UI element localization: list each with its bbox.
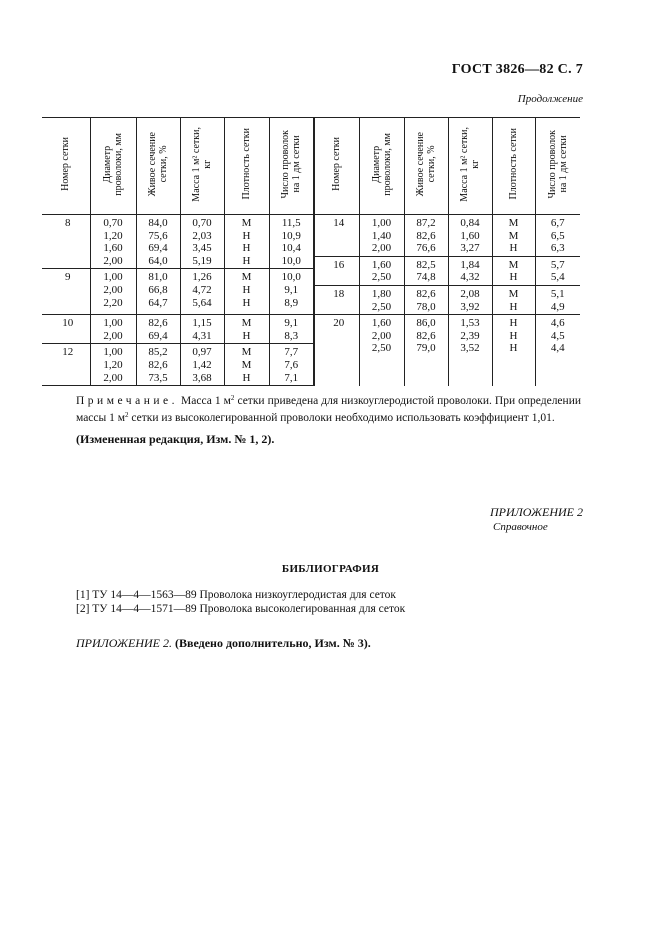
mesh-number-cell: 14 [314, 215, 359, 257]
value-line: 4,6 [550, 317, 565, 330]
value-cell [180, 269, 224, 315]
value-line: 7,1 [284, 371, 299, 384]
value-line: Н [242, 329, 251, 342]
column-header-label: Живое сечение сетки, % [147, 132, 169, 197]
value-line: 1,40 [371, 229, 392, 242]
value-cell [136, 344, 180, 386]
value-cell [180, 344, 224, 386]
value-cell [492, 215, 535, 257]
value-line: 73,5 [148, 371, 168, 384]
column-header [90, 118, 136, 215]
value-line: 1,60 [371, 258, 392, 271]
value-cell [404, 215, 448, 257]
value-line: 79,0 [416, 342, 436, 355]
value-line: М [241, 217, 252, 229]
value-cell [359, 285, 404, 314]
value-line: Н [509, 317, 518, 330]
value-line: 78,0 [416, 300, 436, 313]
value-cell [448, 315, 492, 386]
column-header [136, 118, 180, 215]
column-header-label: Номер сетки [331, 137, 343, 192]
value-line: 1,42 [192, 358, 212, 371]
page-header: ГОСТ 3826—82 С. 7 [451, 62, 583, 77]
continuation-label: Продолжение [517, 93, 583, 105]
value-cell [492, 256, 535, 285]
value-line: 66,8 [148, 283, 168, 296]
value-cell [90, 315, 136, 344]
value-line: 0,70 [192, 217, 212, 229]
value-line: Н [242, 296, 251, 309]
value-cell [224, 215, 269, 269]
value-line: 84,0 [148, 217, 168, 229]
value-line: Н [509, 300, 518, 313]
value-line: 82,5 [416, 258, 436, 271]
value-cell [492, 315, 535, 386]
value-cell [448, 215, 492, 257]
value-line: 7,6 [284, 358, 299, 371]
value-cell [535, 315, 580, 386]
note-label: Примечание. [76, 395, 178, 407]
value-line: 82,6 [416, 287, 436, 300]
value-cell [404, 315, 448, 386]
value-line: 2,00 [371, 242, 392, 255]
value-line: 2,00 [103, 283, 123, 296]
column-header [535, 118, 580, 215]
value-line: 4,4 [550, 342, 565, 355]
value-line: 6,5 [550, 229, 565, 242]
value-cell [359, 215, 404, 257]
value-line: 1,60 [103, 242, 123, 255]
note-text-c: сетки из высоколегированной проволоки необходимо использовать коэффициент 1,01. [128, 412, 555, 424]
value-line: 2,00 [103, 371, 123, 384]
value-line: 86,0 [416, 317, 436, 330]
value-line: 4,9 [550, 300, 565, 313]
column-header-label: Живое сечение сетки, % [415, 132, 437, 197]
amendment-appendix [76, 636, 371, 651]
value-line: 1,84 [460, 258, 480, 271]
value-line: 5,64 [192, 296, 212, 309]
value-line: Н [509, 342, 518, 355]
value-line: 3,68 [192, 371, 212, 384]
value-line: 10,0 [281, 271, 301, 284]
value-line: 1,00 [103, 346, 123, 359]
column-header-label: Диаметр проволоки, мм [102, 132, 124, 196]
column-header-label: Диаметр проволоки, мм [370, 132, 393, 196]
value-line: 82,6 [148, 358, 168, 371]
value-line: 85,2 [148, 346, 168, 359]
value-line: 6,3 [550, 242, 565, 255]
value-line: 0,84 [460, 217, 480, 229]
column-header-label: Масса 1 м² сетки, кг [459, 126, 481, 202]
mesh-number-cell: 10 [42, 315, 90, 344]
value-cell [404, 256, 448, 285]
value-line: 3,52 [460, 342, 480, 355]
column-header [492, 118, 535, 215]
value-line: 5,19 [192, 254, 212, 267]
value-line: 3,45 [192, 242, 212, 255]
value-line: 4,72 [192, 283, 212, 296]
value-cell [359, 256, 404, 285]
value-line: 3,92 [460, 300, 480, 313]
value-cell [180, 215, 224, 269]
value-line: М [508, 258, 519, 271]
value-cell [269, 344, 314, 386]
value-line: 1,00 [103, 317, 123, 330]
column-header [359, 118, 404, 215]
value-line: 2,20 [103, 296, 123, 309]
value-cell [269, 315, 314, 344]
value-cell [359, 315, 404, 386]
note-sup-1: 2 [230, 394, 235, 402]
value-cell [269, 215, 314, 269]
value-line: Н [242, 254, 251, 267]
value-cell [535, 256, 580, 285]
value-line: 2,50 [371, 300, 392, 313]
value-line: 82,6 [148, 317, 168, 330]
value-line: 0,97 [192, 346, 212, 359]
mesh-number-cell: 20 [314, 315, 359, 386]
value-line: 10,4 [281, 242, 301, 255]
value-line: 69,4 [148, 242, 168, 255]
value-line: Н [509, 242, 518, 255]
bibliography-title: БИБЛИОГРАФИЯ [281, 563, 380, 575]
amendment-appendix-text: (Введено дополнительно, Изм. № 3). [171, 636, 371, 650]
value-line: 8,3 [284, 329, 299, 342]
value-cell [90, 215, 136, 269]
value-line: Н [509, 271, 518, 284]
value-line: Н [242, 242, 251, 255]
table-header-row [42, 118, 580, 215]
value-line: 82,6 [416, 329, 436, 342]
value-line: 1,00 [371, 217, 392, 229]
value-line: 74,8 [416, 271, 436, 284]
note [76, 393, 581, 427]
value-cell [224, 269, 269, 315]
value-line: 1,80 [371, 287, 392, 300]
value-line: М [508, 229, 519, 242]
note-text-b: сетки приведена для низкоуглеродистой проволоки. При определении массы 1 м [76, 395, 582, 424]
value-line: 64,0 [148, 254, 168, 267]
value-line: 76,6 [416, 242, 436, 255]
value-line: 1,60 [371, 317, 392, 330]
value-line: Н [242, 283, 251, 296]
mesh-number-cell: 9 [42, 269, 90, 315]
mesh-number-cell: 12 [42, 344, 90, 386]
value-cell [90, 269, 136, 315]
column-header [448, 118, 492, 215]
value-line: 2,00 [103, 329, 123, 342]
value-line: 11,5 [281, 217, 301, 229]
value-line: 5,4 [550, 271, 565, 284]
appendix-title: ПРИЛОЖЕНИЕ 2 [490, 505, 583, 519]
value-line: 5,7 [550, 258, 565, 271]
column-header [42, 118, 90, 215]
value-cell [180, 315, 224, 344]
value-line: 1,00 [103, 271, 123, 284]
value-cell [224, 315, 269, 344]
note-text-a: Масса 1 м [177, 395, 231, 407]
value-line: 2,00 [371, 329, 392, 342]
value-cell [90, 344, 136, 386]
column-header-label: Номер сетки [60, 137, 72, 192]
appendix-subtitle: Справочное [493, 521, 548, 533]
column-header [269, 118, 314, 215]
column-header [180, 118, 224, 215]
value-cell [535, 215, 580, 257]
mesh-table [42, 117, 580, 386]
value-line: М [241, 317, 252, 330]
value-line: 10,9 [281, 229, 301, 242]
value-line: М [241, 346, 252, 359]
value-line: 2,50 [371, 271, 392, 284]
value-cell [448, 256, 492, 285]
note-sup-2: 2 [125, 411, 129, 419]
value-line: 9,1 [284, 317, 299, 330]
value-line: 4,5 [550, 329, 565, 342]
value-line: 75,6 [148, 229, 168, 242]
value-line: 2,39 [460, 329, 480, 342]
value-line: 87,2 [416, 217, 436, 229]
value-line: Н [242, 371, 251, 384]
value-line: 1,53 [460, 317, 480, 330]
value-line: 2,03 [192, 229, 212, 242]
amendment-appendix-ref: ПРИЛОЖЕНИЕ 2. [76, 636, 172, 650]
mesh-number-cell: 16 [314, 256, 359, 285]
amendment-note: (Измененная редакция, Изм. № 1, 2). [76, 432, 275, 446]
value-line: М [508, 287, 519, 300]
value-line: 4,32 [460, 271, 480, 284]
value-line: 2,08 [460, 287, 480, 300]
value-line: 1,15 [192, 317, 212, 330]
column-header [314, 118, 359, 215]
column-header-label: Число проволок на 1 дм сетки [546, 129, 569, 199]
mesh-number-cell: 18 [314, 285, 359, 314]
column-header [224, 118, 269, 215]
value-line: 1,20 [103, 229, 123, 242]
value-line: 8,9 [284, 296, 299, 309]
value-line: 1,60 [460, 229, 480, 242]
value-line: 64,7 [148, 296, 168, 309]
value-line: 5,1 [550, 287, 565, 300]
value-line: 69,4 [148, 329, 168, 342]
value-cell [224, 344, 269, 386]
value-line: М [508, 217, 519, 229]
value-line: 1,20 [103, 358, 123, 371]
column-header-label: Плотность сетки [241, 128, 252, 200]
value-cell [492, 285, 535, 314]
value-line: 2,50 [371, 342, 392, 355]
value-cell [136, 269, 180, 315]
value-line: М [241, 271, 252, 284]
column-header-label: Число проволок на 1 дм сетки [280, 129, 303, 199]
value-cell [535, 285, 580, 314]
value-line: 82,6 [416, 229, 436, 242]
column-header [404, 118, 448, 215]
column-header-label: Плотность сетки [508, 128, 519, 200]
value-line: 0,70 [103, 217, 123, 229]
value-line: 2,00 [103, 254, 123, 267]
value-cell [136, 315, 180, 344]
value-cell [448, 285, 492, 314]
bibliography-item: [2] ТУ 14—4—1571—89 Проволока высоколегированная для сеток [76, 603, 406, 615]
value-line: Н [242, 229, 251, 242]
value-line: 10,0 [281, 254, 301, 267]
value-line: 6,7 [550, 217, 565, 229]
mesh-number-cell: 8 [42, 215, 90, 269]
value-line: 9,1 [284, 283, 299, 296]
value-cell [404, 285, 448, 314]
value-line: 1,26 [192, 271, 212, 284]
value-line: 4,31 [192, 329, 212, 342]
value-cell [269, 269, 314, 315]
column-header-label: Масса 1 м² сетки, кг [191, 126, 213, 202]
value-line: М [241, 358, 252, 371]
value-cell [136, 215, 180, 269]
value-line: 81,0 [148, 271, 168, 284]
value-line: Н [509, 329, 518, 342]
value-line: 3,27 [460, 242, 480, 255]
value-line: 7,7 [284, 346, 299, 359]
bibliography-item: [1] ТУ 14—4—1563—89 Проволока низкоуглеродистая для сеток [76, 589, 397, 601]
